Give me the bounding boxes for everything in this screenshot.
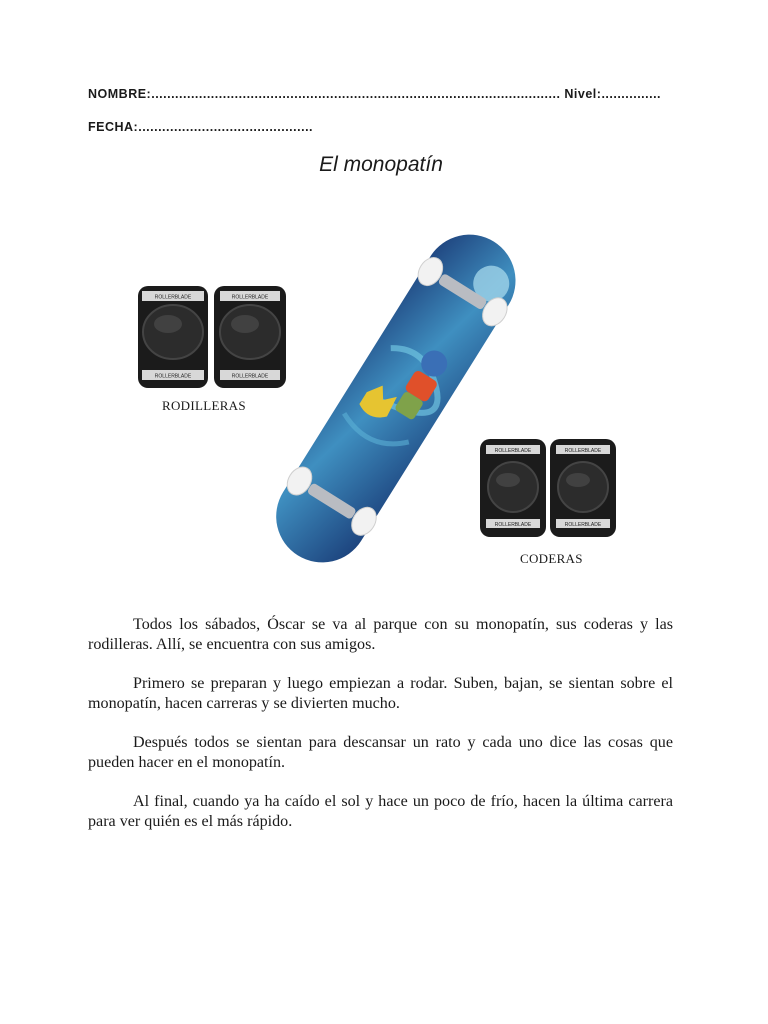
elbow-pads-picture [470, 425, 630, 553]
pad-brand-label: ROLLERBLADE [154, 373, 192, 380]
page-title: El monopatín [319, 153, 443, 176]
fecha-line: FECHA:............................................ [88, 120, 314, 134]
story-paragraph: Después todos se sientan para descansar un rato y cada uno dice las cosas que pueden hacer en el monopatín. [88, 734, 673, 771]
knee-pad-left [138, 286, 208, 388]
pad-brand-label: ROLLERBLADE [494, 522, 532, 528]
story-text [88, 615, 673, 851]
pad-brand-label: ROLLERBLADE [154, 294, 192, 301]
story-paragraph: Primero se preparan y luego empiezan a rodar. Suben, bajan, se sientan sobre el monopatín, hacen carreras y se divierten mucho. [88, 675, 673, 712]
elbow-pad-left [480, 439, 546, 537]
story-paragraph: Todos los sábados, Óscar se va al parque con su monopatín, sus coderas y las rodilleras. Allí, se encuentra con sus amigos. [88, 616, 673, 653]
knee-pads-caption: RODILLERAS [162, 398, 246, 413]
pad-brand-label: ROLLERBLADE [231, 373, 269, 380]
pad-brand-label: ROLLERBLADE [564, 448, 602, 454]
elbow-pads-image [470, 425, 630, 553]
story-paragraph: Al final, cuando ya ha caído el sol y hace un poco de frío, hacen la última carrera para ver quién es el más rápido. [88, 793, 673, 830]
elbow-pad-right [550, 439, 616, 537]
pad-brand-label: ROLLERBLADE [231, 294, 269, 301]
nombre-nivel-line: NOMBRE:....................................................................................................... Nivel:............... [88, 87, 662, 101]
pad-brand-label: ROLLERBLADE [564, 522, 602, 528]
pad-brand-label: ROLLERBLADE [494, 448, 532, 454]
elbow-pads-caption: CODERAS [520, 551, 583, 566]
